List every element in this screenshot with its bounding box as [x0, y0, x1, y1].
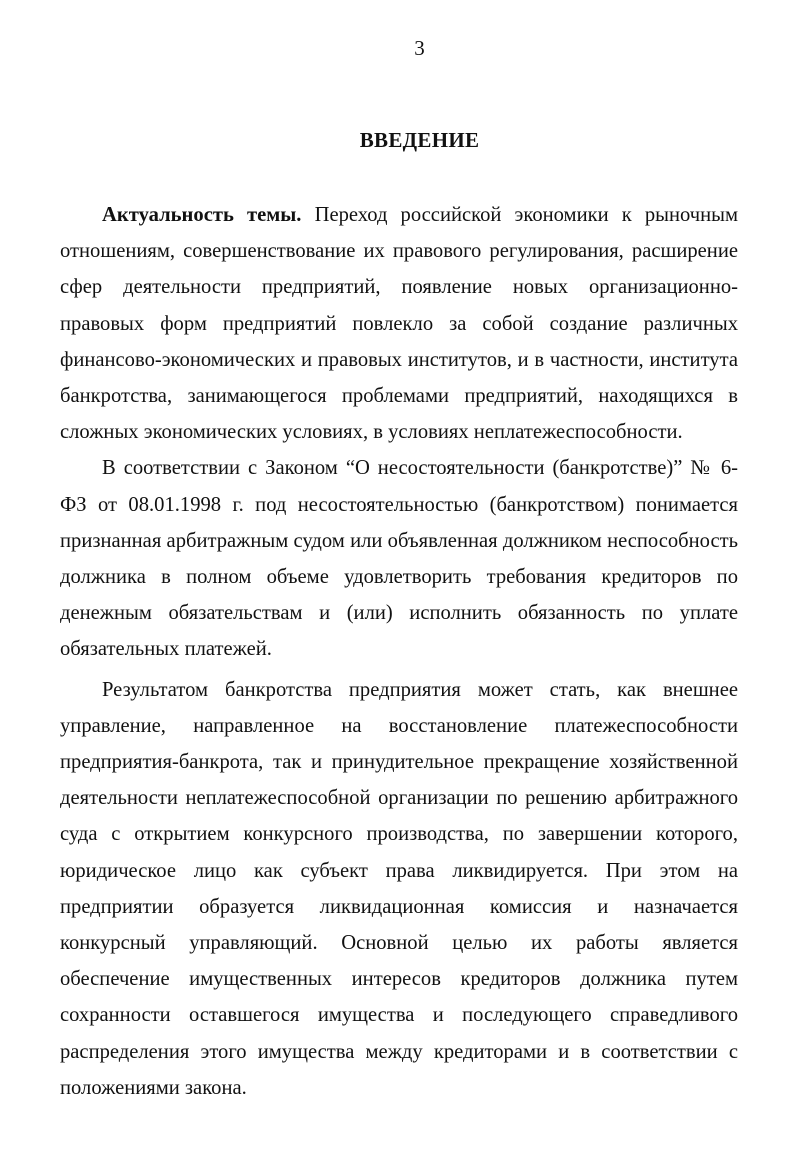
paragraph-bankruptcy-outcome — [60, 672, 738, 1106]
paragraph-text: Переход российской экономики к рыночным отношениям, совершенствование их правового регулирования, расширение сфер деятельности предприятий, появление новых организационно-правовых форм предприятий повлекло за собой создание различных финансово-экономических и правовых институтов, и в частности, института банкротства, занимающегося проблемами предприятий, находящихся в сложных экономических условиях, в условиях неплатежеспособности. — [60, 204, 739, 444]
document-body — [60, 197, 738, 1106]
paragraph-text: В соответствии с Законом “О несостоятельности (банкротстве)” № 6-ФЗ от 08.01.1998 г. под несостоятельностью (банкротством) понимается признанная арбитражным судом или объявленная должником неспособность должника в полном объеме удовлетворить требования кредиторов по денежным обязательствам и (или) исполнить обязанность по уплате обязательных платежей. — [60, 457, 738, 661]
paragraph-lead: Актуальность темы. — [102, 204, 302, 226]
section-heading: ВВЕДЕНИЕ — [359, 128, 480, 152]
paragraph-relevance — [60, 197, 738, 450]
paragraph-text: Результатом банкротства предприятия может стать, как внешнее управление, направленное на восстановление платежеспособности предприятия-банкрота, так и принудительное прекращение хозяйственной деятельности неплатежеспособной организации по решению арбитражного суда с открытием конкурсного производства, по завершении которого, юридическое лицо как субъект права ликвидируется. При этом на предприятии образуется ликвидационная комиссия и назначается конкурсный управляющий. Основной целью их работы является обеспечение имущественных интересов кредиторов должника путем сохранности оставшегося имущества и последующего справедливого распределения этого имущества между кредиторами и в соответствии с положениями закона. — [60, 678, 738, 1099]
paragraph-law-definition — [60, 450, 738, 667]
page-number: 3 — [414, 36, 425, 60]
